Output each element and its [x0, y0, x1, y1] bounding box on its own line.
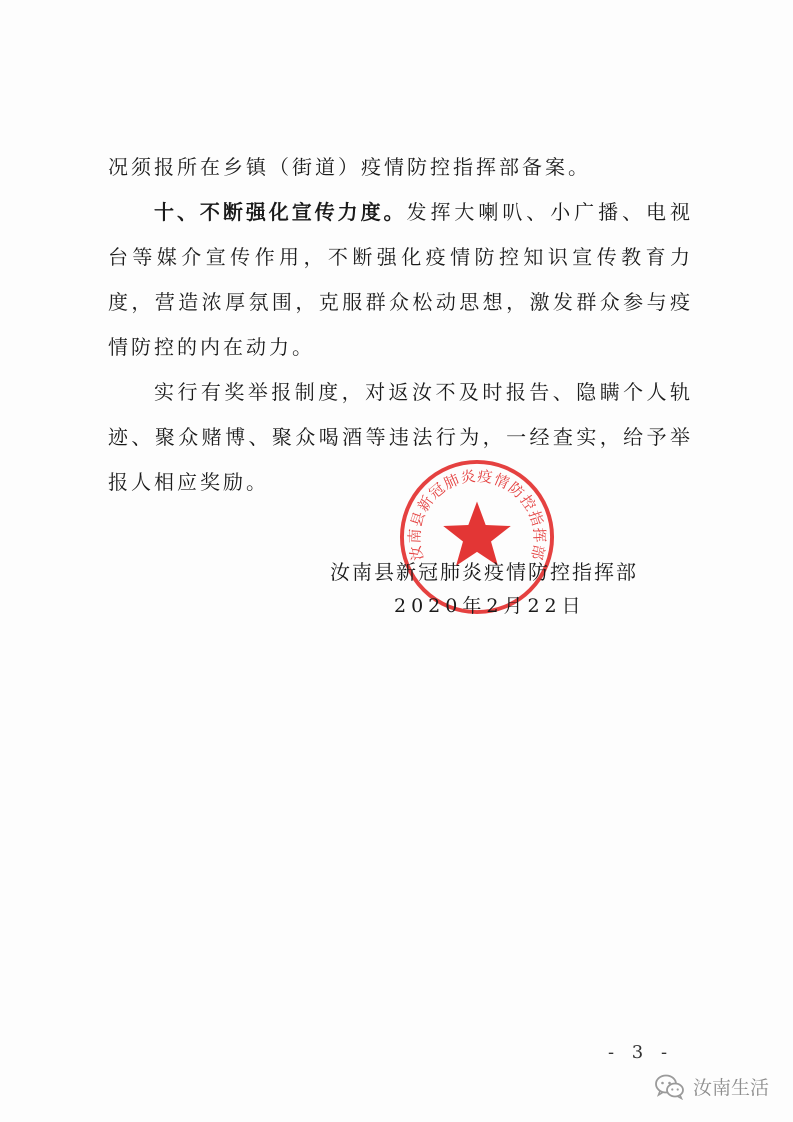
section-heading: 十、不断强化宣传力度。 [154, 200, 407, 224]
paragraph-2 [108, 190, 693, 370]
paragraph-1 [108, 145, 693, 190]
paragraph-2-text: 发挥大喇叭、小广播、电视台等媒介宣传作用，不断强化疫情防控知识宣传教育力度，营造浓厚氛围，克服群众松动思想，激发群众参与疫情防控的内在动力。 [108, 200, 693, 359]
issuer-signature: 汝南县新冠肺炎疫情防控指挥部 [330, 560, 638, 584]
paragraph-3-text: 实行有奖举报制度，对返汝不及时报告、隐瞒个人轨迹、聚众赌博、聚众喝酒等违法行为，一经查实，给予举报人相应奖励。 [108, 380, 693, 494]
watermark [655, 1073, 769, 1100]
issue-date: 2020年2月22日 [394, 595, 586, 617]
paragraph-1-text: 况须报所在乡镇（街道）疫情防控指挥部备案。 [108, 155, 591, 179]
watermark-text: 汝南生活 [692, 1077, 769, 1099]
seal-ring-text: 汝南县新冠肺炎疫情防控指挥部 [406, 467, 548, 563]
document-body [108, 145, 693, 505]
page-number: - 3 - [608, 1042, 674, 1063]
wechat-icon [655, 1074, 685, 1100]
